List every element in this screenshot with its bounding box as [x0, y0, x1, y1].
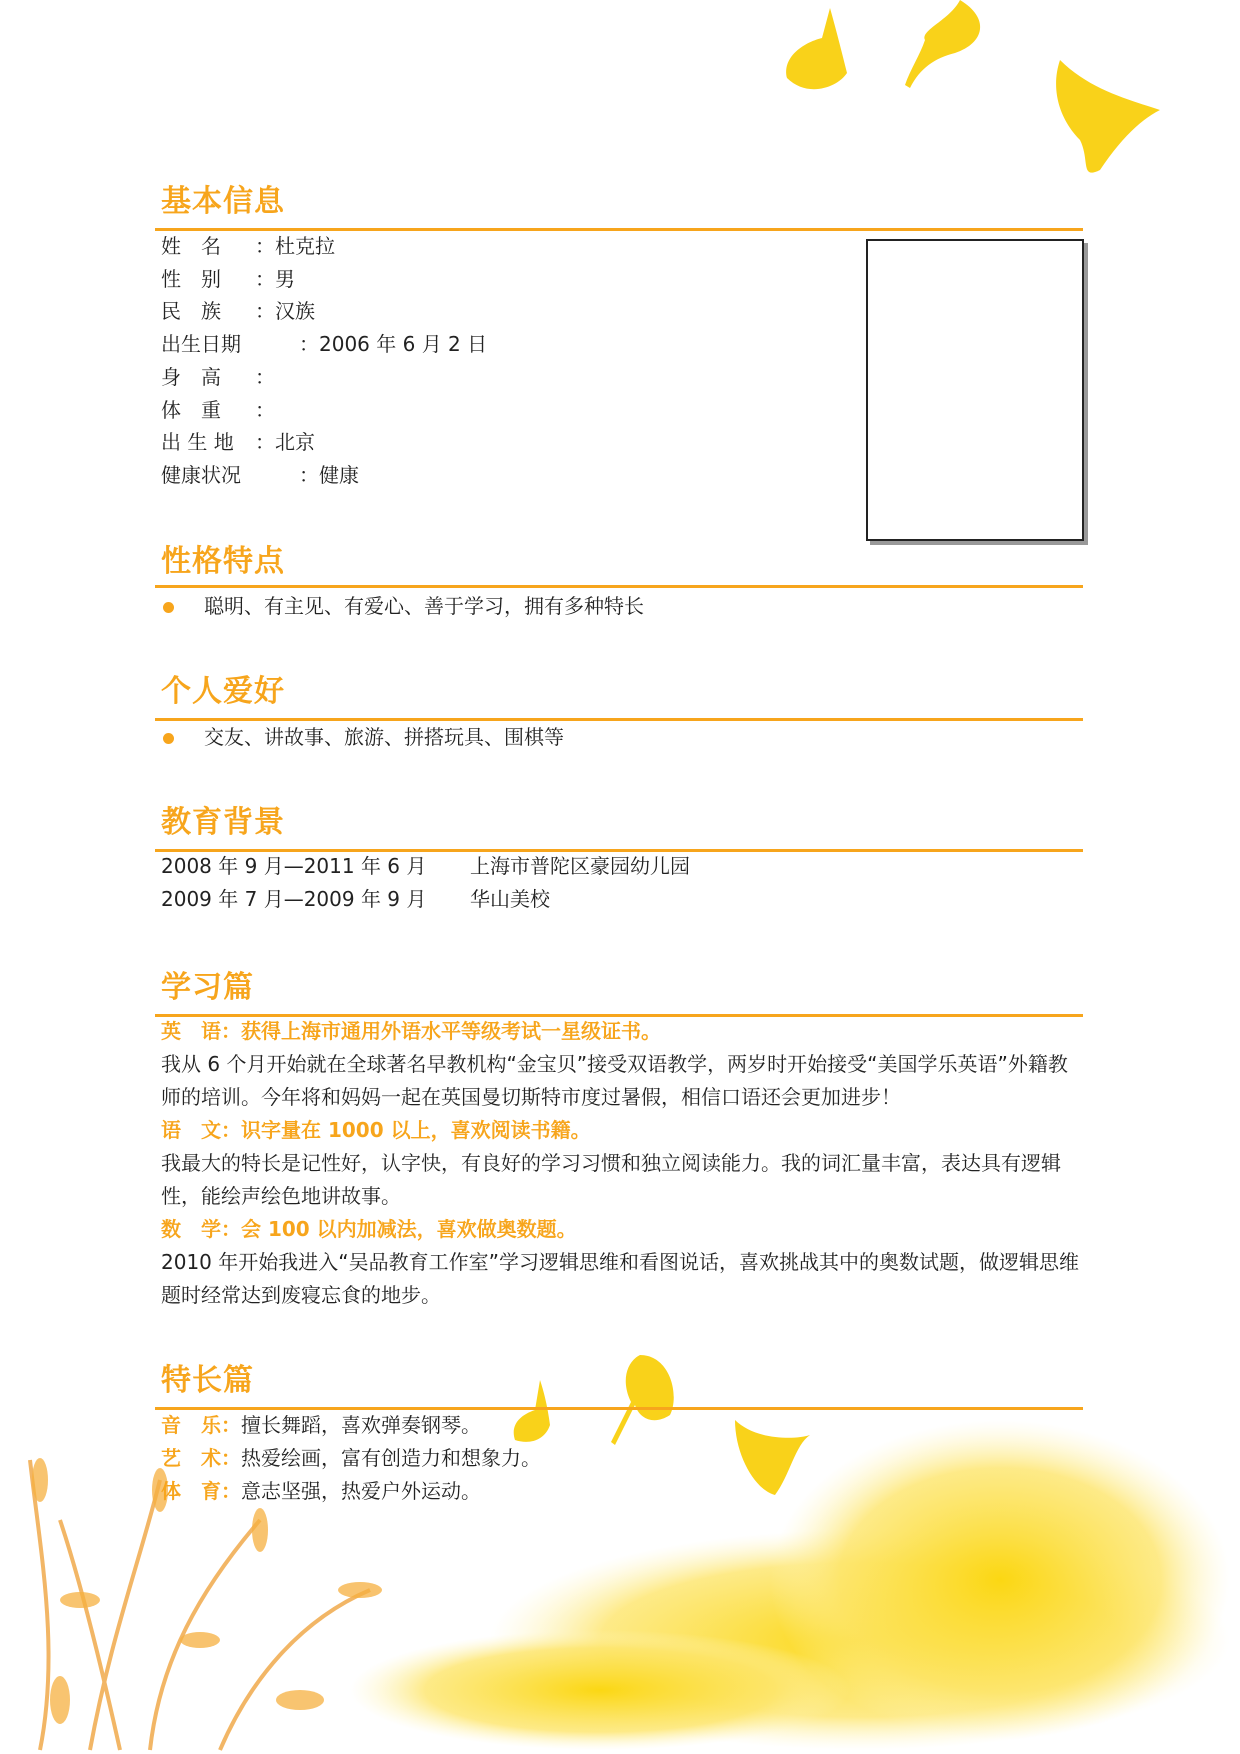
education-row — [161, 885, 550, 913]
field-value: ：北京 — [255, 430, 315, 455]
basic-info-row — [161, 428, 315, 456]
section-title-talent: 特长篇 — [161, 1363, 254, 1398]
education-row — [161, 852, 690, 880]
study-body: 2010 年开始我进入“吴品教育工作室”学习逻辑思维和看图说话，喜欢挑战其中的奥数试题，做逻辑思维题时经常达到废寝忘食的地步。 — [161, 1250, 1079, 1307]
section-divider — [155, 228, 1083, 231]
talent-row — [161, 1409, 1086, 1442]
basic-info-row — [161, 396, 275, 424]
section-title-education: 教育背景 — [161, 805, 285, 840]
talent-value: 擅长舞蹈，喜欢弹奏钢琴。 — [241, 1413, 481, 1437]
study-body: 我最大的特长是记性好，认字快，有良好的学习习惯和独立阅读能力。我的词汇量丰富，表达具有逻辑性，能绘声绘色地讲故事。 — [161, 1151, 1061, 1208]
education-school: 上海市普陀区豪园幼儿园 — [470, 854, 690, 878]
field-label: 出 生 地 — [161, 430, 234, 455]
study-heading: 英 语：获得上海市通用外语水平等级考试一星级证书。 — [161, 1019, 661, 1043]
study-heading: 语 文：识字量在 1000 以上，喜欢阅读书籍。 — [161, 1118, 591, 1142]
field-label: 民 族 — [161, 299, 221, 324]
field-value: ： — [255, 364, 275, 389]
field-value: ：2006 年 6 月 2 日 — [299, 332, 488, 357]
field-label: 出生日期 — [161, 332, 241, 357]
field-value: ：杜克拉 — [255, 234, 335, 258]
education-period: 2009 年 7 月—2009 年 9 月 — [161, 887, 427, 911]
field-value: ：汉族 — [255, 299, 315, 324]
talent-value: 热爱绘画，富有创造力和想象力。 — [241, 1446, 541, 1470]
section-title-study: 学习篇 — [161, 970, 254, 1005]
list-item-text: 交友、讲故事、旅游、拼搭玩具、围棋等 — [204, 725, 564, 749]
basic-info-row — [161, 297, 315, 325]
basic-info-row — [161, 461, 359, 489]
study-heading: 数 学：会 100 以内加减法，喜欢做奥数题。 — [161, 1217, 577, 1241]
list-item — [163, 721, 564, 750]
field-label: 体 重 — [161, 397, 221, 422]
field-label: 性 别 — [161, 266, 221, 291]
talent-row — [161, 1442, 1086, 1475]
talent-row — [161, 1475, 1086, 1508]
basic-info-row — [161, 265, 295, 293]
photo-placeholder — [866, 239, 1084, 541]
basic-info-row — [161, 232, 335, 260]
basic-info-row — [161, 330, 487, 358]
list-item-text: 聪明、有主见、有爱心、善于学习，拥有多种特长 — [204, 594, 644, 618]
section-title-hobbies: 个人爱好 — [161, 674, 285, 709]
talent-label: 体 育： — [161, 1479, 241, 1503]
education-period: 2008 年 9 月—2011 年 6 月 — [161, 854, 427, 878]
study-body: 我从 6 个月开始就在全球著名早教机构“金宝贝”接受双语教学，两岁时开始接受“美国学乐英语”外籍教师的培训。今年将和妈妈一起在英国曼切斯特市度过暑假，相信口语还会更加进步！ — [161, 1052, 1068, 1109]
field-value: ：健康 — [299, 462, 359, 487]
talent-label: 艺 术： — [161, 1446, 241, 1470]
section-title-personality: 性格特点 — [161, 544, 285, 579]
bullet-icon — [163, 733, 174, 744]
list-item — [163, 590, 644, 619]
talent-label: 音 乐： — [161, 1413, 241, 1437]
field-value: ：男 — [255, 266, 295, 291]
bullet-icon — [163, 602, 174, 613]
section-title-basic-info: 基本信息 — [161, 184, 285, 219]
field-value: ： — [255, 397, 275, 422]
talent-value: 意志坚强，热爱户外运动。 — [241, 1479, 481, 1503]
field-label: 姓 名 — [161, 234, 221, 258]
study-content — [161, 1015, 1086, 1312]
basic-info-row — [161, 363, 275, 391]
field-label: 身 高 — [161, 364, 221, 389]
field-label: 健康状况 — [161, 462, 241, 487]
talent-content — [161, 1409, 1086, 1508]
education-school: 华山美校 — [470, 887, 550, 911]
section-divider — [155, 585, 1083, 588]
